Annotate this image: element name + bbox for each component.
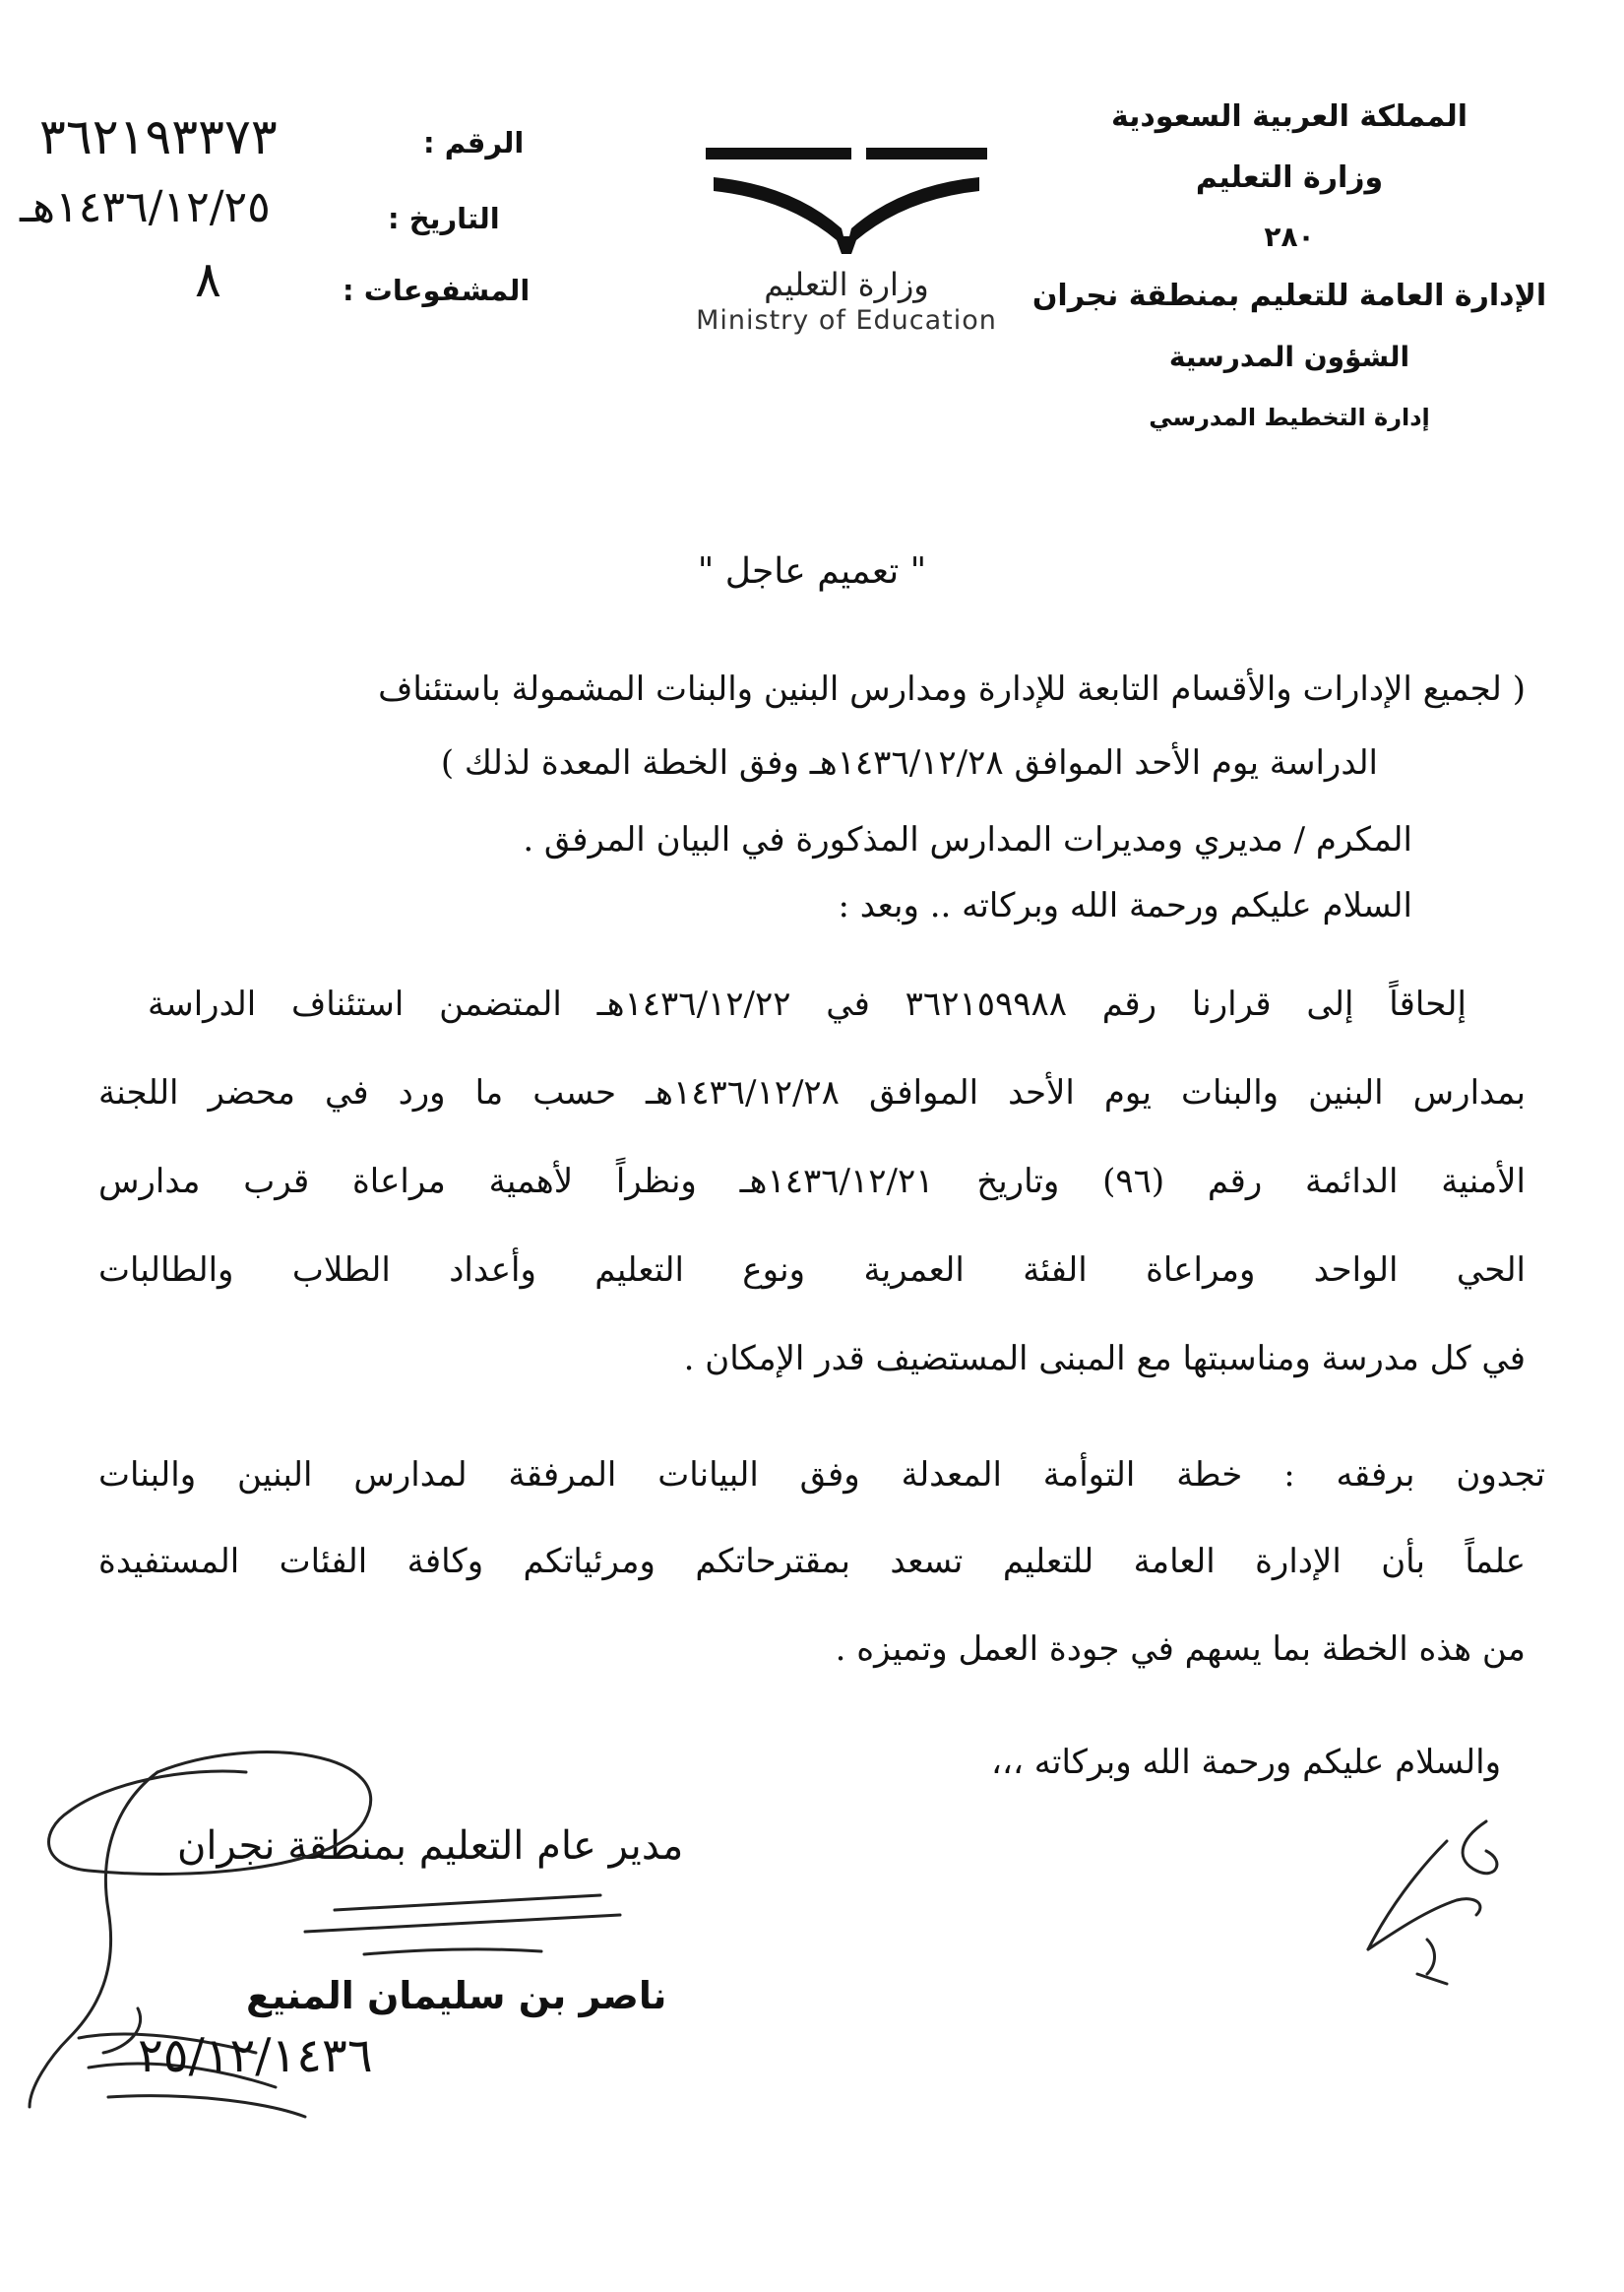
signatory-name: ناصر بن سليمان المنيع bbox=[246, 1974, 667, 2017]
office-code: ٢٨٠ bbox=[1264, 221, 1315, 253]
paragraph-2-line-1: تجدون برفقه : خطة التوأمة المعدلة وفق البيانات المرفقة لمدارس البنين والبنات bbox=[98, 1455, 1545, 1495]
ministry-logo-icon bbox=[694, 138, 999, 256]
paragraph-2-line-2: علماً بأن الإدارة العامة للتعليم تسعد بمقترحاتكم ومرئياتكم وكافة الفئات المستفيدة bbox=[98, 1542, 1526, 1581]
salutation-line: المكرم / مديري ومديرات المدارس المذكورة في البيان المرفق . bbox=[523, 820, 1412, 860]
letterhead-right bbox=[1014, 87, 1565, 447]
addressee-line-1: ( لجميع الإدارات والأقسام التابعة للإدارة ومدارس البنين والبنات المشمولة باستئناف bbox=[378, 669, 1526, 709]
addressee-line-2: الدراسة يوم الأحد الموافق ١٤٣٦/١٢/٢٨هـ وفق الخطة المعدة لذلك ) bbox=[440, 743, 1378, 783]
kingdom-name: المملكة العربية السعودية bbox=[1110, 99, 1468, 134]
circular-title: " تعميم عاجل " bbox=[697, 551, 927, 592]
logo-arabic-text: وزارة التعليم bbox=[764, 266, 929, 303]
paragraph-1-line-2: بمدارس البنين والبنات يوم الأحد الموافق ١٤٣٦/١٢/٢٨هـ حسب ما ورد في محضر اللجنة bbox=[98, 1073, 1526, 1113]
handwritten-date: ٢٥/١٢/١٤٣٦ bbox=[138, 2028, 373, 2083]
attachments-label: المشفوعات : bbox=[343, 274, 531, 307]
ministry-name: وزارة التعليم bbox=[1195, 160, 1384, 195]
section-name: إدارة التخطيط المدرسي bbox=[1149, 404, 1430, 431]
paragraph-1-line-4: الحي الواحد ومراعاة الفئة العمرية ونوع التعليم وأعداد الطلاب والطالبات bbox=[98, 1250, 1526, 1290]
paragraph-1-line-1: إلحاقاً إلى قرارنا رقم ٣٦٢١٥٩٩٨٨ في ١٤٣٦/١٢/٢٢هـ المتضمن استئناف الدراسة bbox=[148, 985, 1467, 1024]
number-value: ٣٦٢١٩٣٣٧٣ bbox=[39, 108, 278, 165]
number-label: الرقم : bbox=[423, 126, 525, 159]
date-value: ١٤٣٦/١٢/٢٥هـ bbox=[20, 182, 271, 232]
logo-english-text: Ministry of Education bbox=[696, 305, 997, 336]
closing-line: والسلام عليكم ورحمة الله وبركاته ،،، bbox=[991, 1743, 1501, 1782]
greeting-line: السلام عليكم ورحمة الله وبركاته .. وبعد : bbox=[838, 886, 1412, 925]
attachments-value: ٨ bbox=[195, 251, 221, 308]
paragraph-1-line-3: الأمنية الدائمة رقم (٩٦) وتاريخ ١٤٣٦/١٢/٢١هـ ونظراً لأهمية مراعاة قرب مدارس bbox=[98, 1162, 1527, 1201]
directorate-name: الإدارة العامة للتعليم بمنطقة نجران bbox=[1031, 279, 1547, 313]
paragraph-1-line-5: في كل مدرسة ومناسبتها مع المبنى المستضيف قدر الإمكان . bbox=[683, 1339, 1526, 1378]
department-name: الشؤون المدرسية bbox=[1168, 341, 1410, 373]
initials-icon bbox=[1339, 1802, 1535, 1999]
signatory-title: مدير عام التعليم بمنطقة نجران bbox=[177, 1823, 684, 1869]
date-label: التاريخ : bbox=[388, 202, 500, 235]
paragraph-2-line-3: من هذه الخطة بما يسهم في جودة العمل وتميزه . bbox=[835, 1629, 1526, 1669]
